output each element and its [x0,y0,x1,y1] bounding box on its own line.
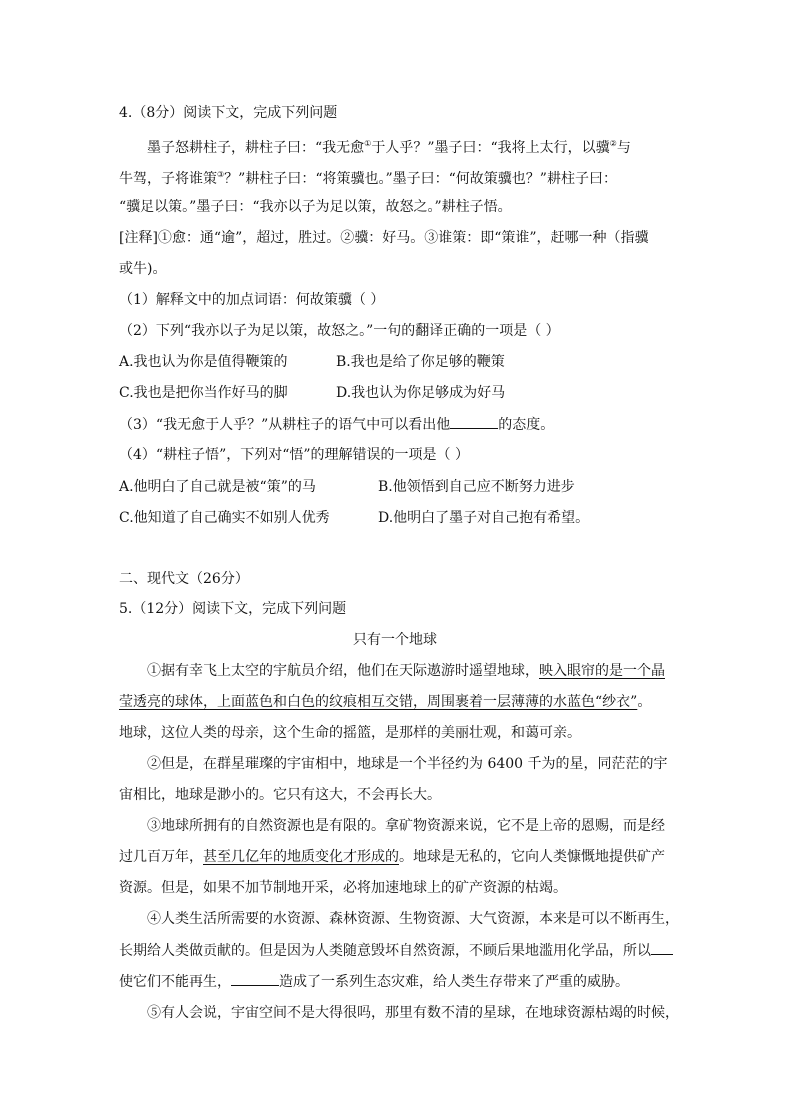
paragraph-3-line-3: 资源。但是，如果不加节制地开采，必将加速地球上的矿产资源的枯竭。 [119,880,567,896]
answer-blank [651,940,673,955]
underlined-sentence: 莹透亮的球体，上面蓝色和白色的纹痕相互交错，周围裹着一层薄薄的水蓝色“纱衣” [119,694,638,710]
passage-line-1: 墨子怒耕柱子，耕柱子曰：“我无愈①于人乎？”墨子曰：“我将上太行，以骥②与 [147,139,631,156]
q5-header: 5.（12分）阅读下文，完成下列问题 [119,601,347,617]
paragraph-4-line-1: ④人类生活所需要的水资源、森林资源、生物资源、大气资源，本来是可以不断再生， [147,911,679,927]
option-c: C.他知道了自己确实不如别人优秀 [119,510,330,526]
passage-line-3: “骥足以策。”墨子曰：“我亦以子为足以策，故怒之。”耕柱子悟。 [119,199,512,215]
option-b: B.他领悟到自己应不断努力进步 [378,479,575,495]
footnote-marker: ② [609,139,617,148]
paragraph-1-line-3: 地球，这位人类的母亲，这个生命的摇篮，是那样的美丽壮观，和蔼可亲。 [119,725,581,741]
subquestion-4: （4）“耕柱子悟”，下列对“悟”的理解错误的一项是（ ） [119,447,469,463]
paragraph-3-line-1: ③地球所拥有的自然资源也是有限的。拿矿物资源来说，它不是上帝的恩赐，而是经 [147,818,665,834]
underlined-sentence: 甚至几亿年的地质变化才形成的 [203,849,399,865]
subquestion-3: （3）“我无愈于人乎？”从耕柱子的语气中可以看出他 的态度。 [119,414,554,435]
q4-header: 4.（8分）阅读下文，完成下列问题 [119,105,338,121]
subquestion-2: （2）下列“我亦以子为足以策，故怒之。”一句的翻译正确的一项是（ ） [119,323,560,339]
option-a: A.他明白了自己就是被“策”的马 [119,479,316,495]
answer-blank [231,971,279,986]
option-a: A.我也认为你是值得鞭策的 [119,354,288,370]
option-b: B.我也是给了你足够的鞭策 [336,354,505,370]
paragraph-5-line-1: ⑤有人会说，宇宙空间不是大得很吗，那里有数不清的星球，在地球资源枯竭的时候， [147,1005,679,1021]
footnote-marker: ③ [217,170,225,179]
note-line-1: [注释]①愈：通“逾”，超过，胜过。②骥：好马。③谁策：即“策谁”，赶哪一种（指骥 [119,230,649,246]
subquestion-1: （1）解释文中的加点词语：何故策骥（ ） [119,292,385,308]
note-line-2: 或牛)。 [119,261,167,277]
option-c: C.我也是把你当作好马的脚 [119,385,288,401]
paragraph-4-line-3: 使它们不能再生， 造成了一系列生态灾难，给人类生存带来了严重的威胁。 [119,971,629,992]
passage-line-2: 牛驾，子将谁策③？”耕柱子曰：“将策骥也。”墨子曰：“何故策骥也？”耕柱子曰： [119,170,617,187]
paragraph-2-line-1: ②但是，在群星璀璨的宇宙相中，地球是一个半径约为 6400 千为的星，同茫茫的宇 [147,756,668,772]
answer-blank [450,414,498,429]
paragraph-2-line-2: 宙相比，地球是渺小的。它只有这大，不会再长大。 [119,787,441,803]
option-d: D.他明白了墨子对自己抱有希望。 [378,510,590,526]
paragraph-1-line-2: 莹透亮的球体，上面蓝色和白色的纹痕相互交错，周围裹着一层薄薄的水蓝色“纱衣”。 [119,694,652,710]
paragraph-4-line-2: 长期给人类做贡献的。但是因为人类随意毁坏自然资源，不顾后果地滥用化学品，所以 [119,940,673,961]
footnote-marker: ① [364,139,372,148]
section-header: 二、现代文（26分） [119,571,249,587]
option-d: D.我也认为你足够成为好马 [336,385,506,401]
underlined-sentence: 映入眼帘的是一个晶 [539,663,665,679]
paragraph-1-line-1: ①据有幸飞上太空的宇航员介绍，他们在天际遨游时遥望地球，映入眼帘的是一个晶 [147,663,665,679]
passage-title: 只有一个地球 [353,632,437,648]
paragraph-3-line-2: 过几百万年，甚至几亿年的地质变化才形成的。地球是无私的，它向人类慷慨地提供矿产 [119,849,665,865]
